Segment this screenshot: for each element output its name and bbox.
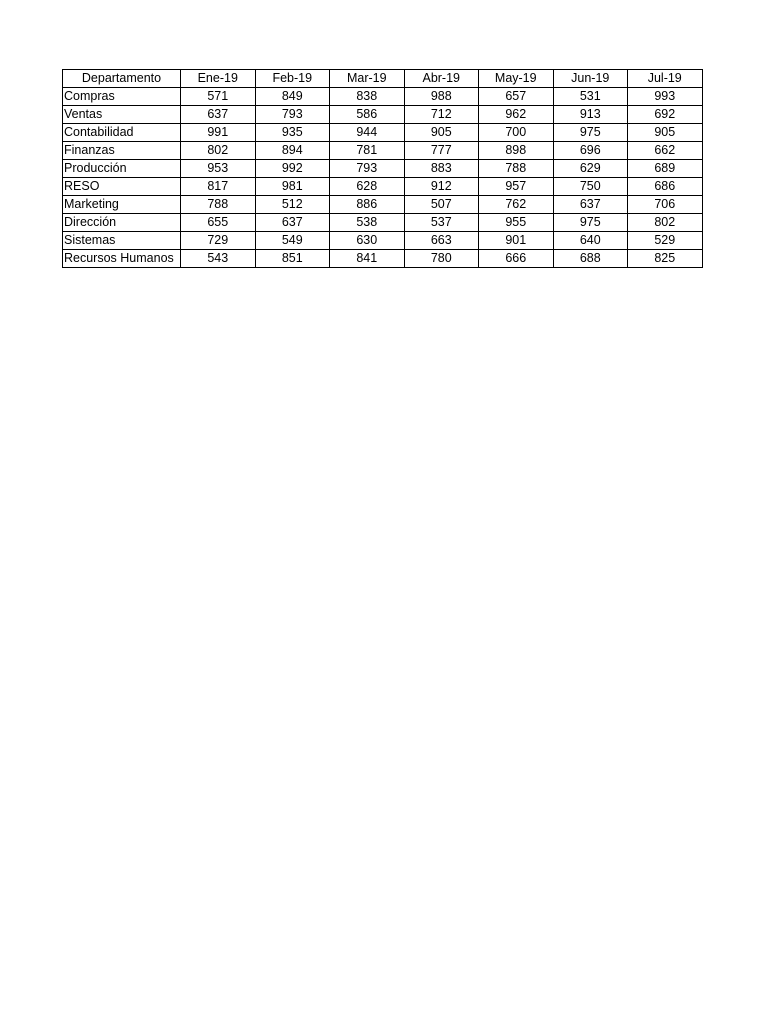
value-cell: 802 [628, 214, 703, 232]
table-header-row [63, 70, 703, 88]
table-row [63, 106, 703, 124]
value-cell: 793 [255, 106, 330, 124]
value-cell: 953 [181, 160, 256, 178]
department-monthly-table [62, 69, 703, 268]
value-cell: 637 [255, 214, 330, 232]
value-cell: 905 [404, 124, 479, 142]
department-cell: Compras [63, 88, 181, 106]
table-row [63, 214, 703, 232]
department-cell: Sistemas [63, 232, 181, 250]
value-cell: 750 [553, 178, 628, 196]
department-cell: Marketing [63, 196, 181, 214]
value-cell: 529 [628, 232, 703, 250]
value-cell: 666 [479, 250, 554, 268]
value-cell: 662 [628, 142, 703, 160]
value-cell: 991 [181, 124, 256, 142]
value-cell: 729 [181, 232, 256, 250]
table-row [63, 196, 703, 214]
value-cell: 981 [255, 178, 330, 196]
value-cell: 886 [330, 196, 405, 214]
value-cell: 849 [255, 88, 330, 106]
department-cell: RESO [63, 178, 181, 196]
column-header-month: Jun-19 [553, 70, 628, 88]
value-cell: 851 [255, 250, 330, 268]
value-cell: 993 [628, 88, 703, 106]
value-cell: 531 [553, 88, 628, 106]
value-cell: 894 [255, 142, 330, 160]
table-row [63, 88, 703, 106]
value-cell: 802 [181, 142, 256, 160]
value-cell: 781 [330, 142, 405, 160]
value-cell: 905 [628, 124, 703, 142]
table-row [63, 142, 703, 160]
value-cell: 788 [181, 196, 256, 214]
value-cell: 955 [479, 214, 554, 232]
table-row [63, 232, 703, 250]
column-header-month: Abr-19 [404, 70, 479, 88]
value-cell: 706 [628, 196, 703, 214]
value-cell: 935 [255, 124, 330, 142]
value-cell: 975 [553, 214, 628, 232]
department-cell: Finanzas [63, 142, 181, 160]
value-cell: 537 [404, 214, 479, 232]
table-body [63, 88, 703, 268]
department-cell: Recursos Humanos [63, 250, 181, 268]
table-row [63, 124, 703, 142]
value-cell: 657 [479, 88, 554, 106]
value-cell: 686 [628, 178, 703, 196]
table-row [63, 178, 703, 196]
value-cell: 712 [404, 106, 479, 124]
value-cell: 549 [255, 232, 330, 250]
value-cell: 762 [479, 196, 554, 214]
value-cell: 630 [330, 232, 405, 250]
column-header-department: Departamento [63, 70, 181, 88]
value-cell: 507 [404, 196, 479, 214]
value-cell: 777 [404, 142, 479, 160]
department-cell: Ventas [63, 106, 181, 124]
value-cell: 571 [181, 88, 256, 106]
table-row [63, 160, 703, 178]
spreadsheet-page [62, 69, 703, 268]
value-cell: 688 [553, 250, 628, 268]
value-cell: 962 [479, 106, 554, 124]
department-cell: Contabilidad [63, 124, 181, 142]
department-cell: Dirección [63, 214, 181, 232]
value-cell: 696 [553, 142, 628, 160]
value-cell: 586 [330, 106, 405, 124]
value-cell: 628 [330, 178, 405, 196]
value-cell: 883 [404, 160, 479, 178]
value-cell: 901 [479, 232, 554, 250]
value-cell: 640 [553, 232, 628, 250]
value-cell: 841 [330, 250, 405, 268]
value-cell: 538 [330, 214, 405, 232]
column-header-month: Jul-19 [628, 70, 703, 88]
value-cell: 700 [479, 124, 554, 142]
column-header-month: May-19 [479, 70, 554, 88]
column-header-month: Ene-19 [181, 70, 256, 88]
value-cell: 838 [330, 88, 405, 106]
value-cell: 788 [479, 160, 554, 178]
value-cell: 992 [255, 160, 330, 178]
value-cell: 975 [553, 124, 628, 142]
value-cell: 655 [181, 214, 256, 232]
value-cell: 898 [479, 142, 554, 160]
value-cell: 825 [628, 250, 703, 268]
column-header-month: Feb-19 [255, 70, 330, 88]
table-row [63, 250, 703, 268]
value-cell: 817 [181, 178, 256, 196]
value-cell: 637 [553, 196, 628, 214]
value-cell: 543 [181, 250, 256, 268]
department-cell: Producción [63, 160, 181, 178]
value-cell: 629 [553, 160, 628, 178]
value-cell: 988 [404, 88, 479, 106]
value-cell: 957 [479, 178, 554, 196]
column-header-month: Mar-19 [330, 70, 405, 88]
value-cell: 780 [404, 250, 479, 268]
value-cell: 913 [553, 106, 628, 124]
value-cell: 944 [330, 124, 405, 142]
value-cell: 512 [255, 196, 330, 214]
value-cell: 912 [404, 178, 479, 196]
value-cell: 793 [330, 160, 405, 178]
value-cell: 637 [181, 106, 256, 124]
value-cell: 663 [404, 232, 479, 250]
value-cell: 692 [628, 106, 703, 124]
value-cell: 689 [628, 160, 703, 178]
